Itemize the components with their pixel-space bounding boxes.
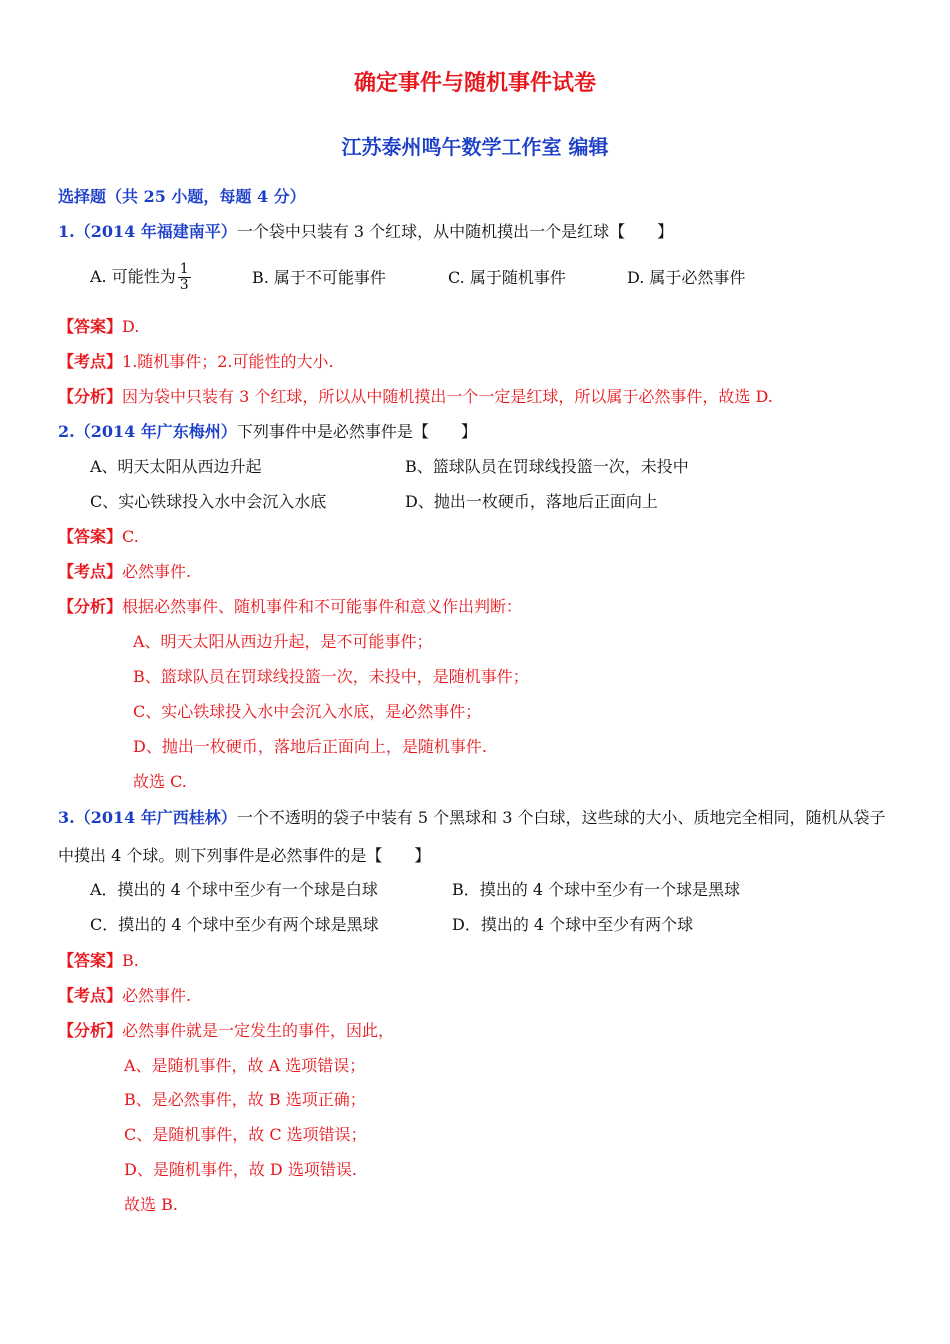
question-number: 3. <box>58 808 75 827</box>
question-text: 下列事件中是必然事件是【 】 <box>236 422 477 441</box>
analysis-label: 【分析】 <box>58 387 123 406</box>
question-text: 一个不透明的袋子中装有 5 个黑球和 3 个白球，这些球的大小、质地完全相同，随机从袋子 <box>236 808 886 827</box>
point-value: 必然事件. <box>122 562 192 581</box>
analysis-line: 故选 C. <box>133 772 187 791</box>
question-number: 2. <box>58 422 75 441</box>
point-label: 【考点】 <box>58 352 123 371</box>
point-label: 【考点】 <box>58 986 123 1005</box>
analysis-label: 【分析】 <box>58 597 123 616</box>
point-value: 必然事件. <box>122 986 192 1005</box>
question-3-stem-continued: 中摸出 4 个球。则下列事件是必然事件的是【 】 <box>58 846 431 865</box>
question-number: 1. <box>58 222 75 241</box>
question-2-option-a: A、明天太阳从西边升起 <box>90 457 262 476</box>
page-subtitle: 江苏泰州鸣午数学工作室 编辑 <box>341 135 609 159</box>
analysis-text: 必然事件就是一定发生的事件，因此， <box>122 1021 395 1040</box>
answer-value: D. <box>122 317 140 336</box>
question-1-analysis <box>58 387 773 407</box>
answer-value: B. <box>122 951 139 970</box>
question-2-stem <box>58 422 477 442</box>
analysis-label: 【分析】 <box>58 1021 123 1040</box>
analysis-line: C、实心铁球投入水中会沉入水底，是必然事件； <box>133 702 482 721</box>
analysis-text: 因为袋中只装有 3 个红球，所以从中随机摸出一个一定是红球，所以属于必然事件，故选 D. <box>122 387 773 406</box>
question-1-option-b: B. 属于不可能事件 <box>252 268 386 287</box>
analysis-line: D、是随机事件，故 D 选项错误. <box>124 1160 357 1179</box>
question-2-option-d: D、抛出一枚硬币，落地后正面向上 <box>405 492 658 511</box>
question-text: 一个袋中只装有 3 个红球，从中随机摸出一个是红球【 】 <box>236 222 674 241</box>
analysis-line: A、明天太阳从西边升起，是不可能事件； <box>133 632 433 651</box>
point-label: 【考点】 <box>58 562 123 581</box>
analysis-line: B、是必然事件，故 B 选项正确； <box>124 1090 366 1109</box>
answer-label: 【答案】 <box>58 527 123 546</box>
question-2-answer <box>58 527 139 547</box>
question-1-point <box>58 352 334 372</box>
question-2-option-b: B、篮球队员在罚球线投篮一次，未投中 <box>405 457 689 476</box>
question-3-option-a: A．摸出的 4 个球中至少有一个球是白球 <box>90 880 378 899</box>
analysis-line: B、篮球队员在罚球线投篮一次，未投中，是随机事件； <box>133 667 529 686</box>
question-1-answer <box>58 317 139 337</box>
question-1-option-a: A. 可能性为 $\frac{1}{3}$ <box>90 261 189 293</box>
question-2-point <box>58 562 191 582</box>
question-3-option-d: D．摸出的 4 个球中至少有两个球 <box>452 915 694 934</box>
question-1-option-d: D. 属于必然事件 <box>627 268 746 287</box>
question-3-point <box>58 986 191 1006</box>
point-value: 1.随机事件；2.可能性的大小. <box>122 352 334 371</box>
question-source: （2014 年福建南平） <box>74 222 237 241</box>
analysis-line: D、抛出一枚硬币，落地后正面向上，是随机事件. <box>133 737 487 756</box>
analysis-text: 根据必然事件、随机事件和不可能事件和意义作出判断： <box>122 597 523 616</box>
analysis-line: A、是随机事件，故 A 选项错误； <box>124 1056 366 1075</box>
question-1-stem <box>58 222 673 242</box>
question-3-option-c: C．摸出的 4 个球中至少有两个球是黑球 <box>90 915 379 934</box>
question-2-analysis <box>58 597 522 617</box>
answer-label: 【答案】 <box>58 951 123 970</box>
question-3-analysis <box>58 1021 394 1041</box>
answer-label: 【答案】 <box>58 317 123 336</box>
analysis-line: 故选 B. <box>124 1195 178 1214</box>
fraction: $\frac{1}{3}$ <box>179 261 189 293</box>
analysis-line: C、是随机事件，故 C 选项错误； <box>124 1125 367 1144</box>
question-3-stem <box>58 808 886 828</box>
page-title: 确定事件与随机事件试卷 <box>353 71 596 96</box>
question-source: （2014 年广东梅州） <box>74 422 237 441</box>
question-source: （2014 年广西桂林） <box>74 808 237 827</box>
question-3-answer <box>58 951 139 971</box>
section-heading: 选择题（共 25 小题，每题 4 分） <box>58 187 306 206</box>
answer-value: C. <box>122 527 139 546</box>
question-2-option-c: C、实心铁球投入水中会沉入水底 <box>90 492 327 511</box>
question-3-option-b: B．摸出的 4 个球中至少有一个球是黑球 <box>452 880 741 899</box>
question-1-option-c: C. 属于随机事件 <box>448 268 566 287</box>
